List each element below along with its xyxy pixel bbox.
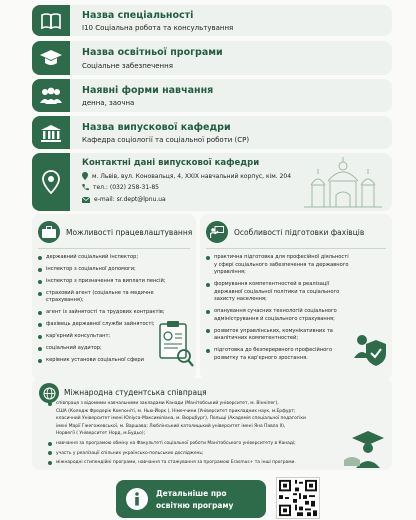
international-item: співпраця з відомими навчальними закладами Канади (Манітобський університет, м. Вінніпег),: [56, 401, 279, 406]
employment-title: Можливості працевлаштування: [66, 228, 193, 237]
features-item: аналітичних компетентностей;: [214, 335, 299, 341]
employment-item: державний соціальний інспектор;: [46, 254, 139, 260]
map-pin-icon: [82, 172, 88, 180]
study-forms-row: [32, 79, 392, 112]
contacts-row: [32, 153, 392, 211]
features-item: розвиток управлінських, комунікативних та: [214, 327, 333, 334]
features-item: управління;: [214, 269, 246, 275]
phone-text: тел.: (032) 258-31-85: [93, 184, 159, 191]
employment-panel: [32, 214, 196, 380]
features-item: розвитку та кар'єрного зростання.: [214, 354, 308, 361]
address-text: м. Львів, вул. Коновальця, 4, ХХІХ навчальний корпус, кім. 204: [92, 172, 292, 180]
presenter-icon: [206, 221, 228, 243]
phone-icon: [82, 184, 89, 191]
features-item: захисту населення;: [214, 296, 267, 302]
briefcase-icon: [38, 221, 60, 243]
program-details-line2: освітню програму: [156, 501, 234, 510]
info-icon: [126, 488, 148, 510]
international-item: участь у реалізації спільних українсько-польських досліджень;: [56, 450, 204, 456]
department-row: [32, 116, 392, 149]
graduate-illustration: [342, 428, 388, 468]
people-shield-illustration: [352, 328, 390, 370]
international-item: міжнародні стипендійні програми, навчання та стажування за програмою Erasmus+ та інші програми.: [56, 460, 296, 466]
features-item: у сфері соціального забезпечення та державного: [214, 261, 349, 268]
employment-item: інспектор з призначення та виплати пенсій;: [46, 278, 166, 284]
employment-item: соціальний аудитор;: [46, 345, 102, 351]
features-item: практична підготовка для професійної діяльності: [214, 254, 349, 260]
employment-divider: [38, 248, 190, 249]
contacts-title: Контактні дані випускової кафедри: [82, 158, 260, 168]
email-line[interactable]: [82, 196, 166, 203]
employment-item: керівник установи соціальної сфери: [46, 357, 144, 363]
features-title: Особливості підготовки фахівців: [234, 228, 365, 237]
qr-code[interactable]: [276, 477, 320, 519]
features-item: державної соціальної політики та соціального: [214, 288, 340, 295]
employment-item: агент із зайнятості та трудових контрактів;: [46, 309, 165, 315]
study-forms-title: Наявні форми навчання: [82, 85, 214, 96]
features-item: опанування сучасних технологій соціального: [214, 308, 337, 314]
features-divider: [206, 248, 386, 249]
employment-item: інспектор з соціальної допомоги;: [46, 266, 136, 272]
features-item: адміністрування й соціального страхування;: [214, 315, 335, 322]
international-item: класичний Університет імені Юліуса-Максиміліана, м. Вюрцбург), Польщі (Академія спеціальної педагогіки: [56, 416, 306, 422]
international-item: Норвегії ( Університет Норд, м.Будьо);: [56, 431, 146, 437]
department-value: Кафедра соціології та соціальної роботи (СР): [82, 136, 250, 144]
building-icon: [32, 116, 70, 149]
international-item: імені Марії Гжегожевської, м. Варшава; Люблінський католицький університет імені Яна Павла ІІ),: [56, 423, 286, 429]
employment-item: фахівець державної служби зайнятості;: [46, 321, 155, 327]
program-row: [32, 41, 392, 75]
location-pin-icon: [32, 153, 70, 211]
program-details-button[interactable]: [116, 480, 266, 518]
envelope-icon: [82, 197, 90, 203]
graduation-cap-icon: [32, 41, 70, 75]
book-icon: [32, 5, 70, 36]
international-panel: [32, 378, 392, 470]
study-forms-value: денна, заочна: [82, 99, 135, 107]
international-item: навчання за програмою обміну на Факультеті соціальної роботи Манітобського університету в Канаді;: [56, 441, 296, 446]
department-title: Назва випускової кафедри: [82, 122, 231, 133]
program-title: Назва освітньої програми: [82, 47, 223, 58]
international-item: США (Коледж Фредерік Комʼюніті, м. Нью-Йорк ), Німеччини (Університет прикладних наук, м.Ерфурт;: [56, 408, 296, 414]
program-details-line1: Детальніше про: [156, 489, 227, 498]
features-item: підготовка до безперервного професійного: [214, 347, 333, 353]
email-text[interactable]: e-mail: sr.dept@lpnu.ua: [94, 196, 166, 203]
group-of-people-icon: [32, 79, 70, 112]
features-item: формування компетентностей в реалізації: [214, 281, 330, 287]
specialty-value: І10 Соціальна робота та консультування: [82, 24, 234, 32]
features-panel: [200, 214, 392, 380]
phone-line: [82, 184, 159, 191]
specialty-title: Назва спеціальності: [82, 10, 194, 21]
employment-item: страхування);: [46, 297, 84, 303]
address-line: [82, 172, 291, 180]
church-illustration: [300, 157, 386, 209]
specialty-row: [32, 5, 392, 36]
clipboard-illustration: [154, 320, 194, 368]
program-value: Соціальне забезпечення: [82, 62, 173, 70]
employment-item: страховий агент (соціальне та медичне: [46, 290, 154, 296]
international-title: Міжнародна студентська співпраця: [64, 388, 207, 397]
employment-item: кар'єрний консультант;: [46, 333, 111, 339]
